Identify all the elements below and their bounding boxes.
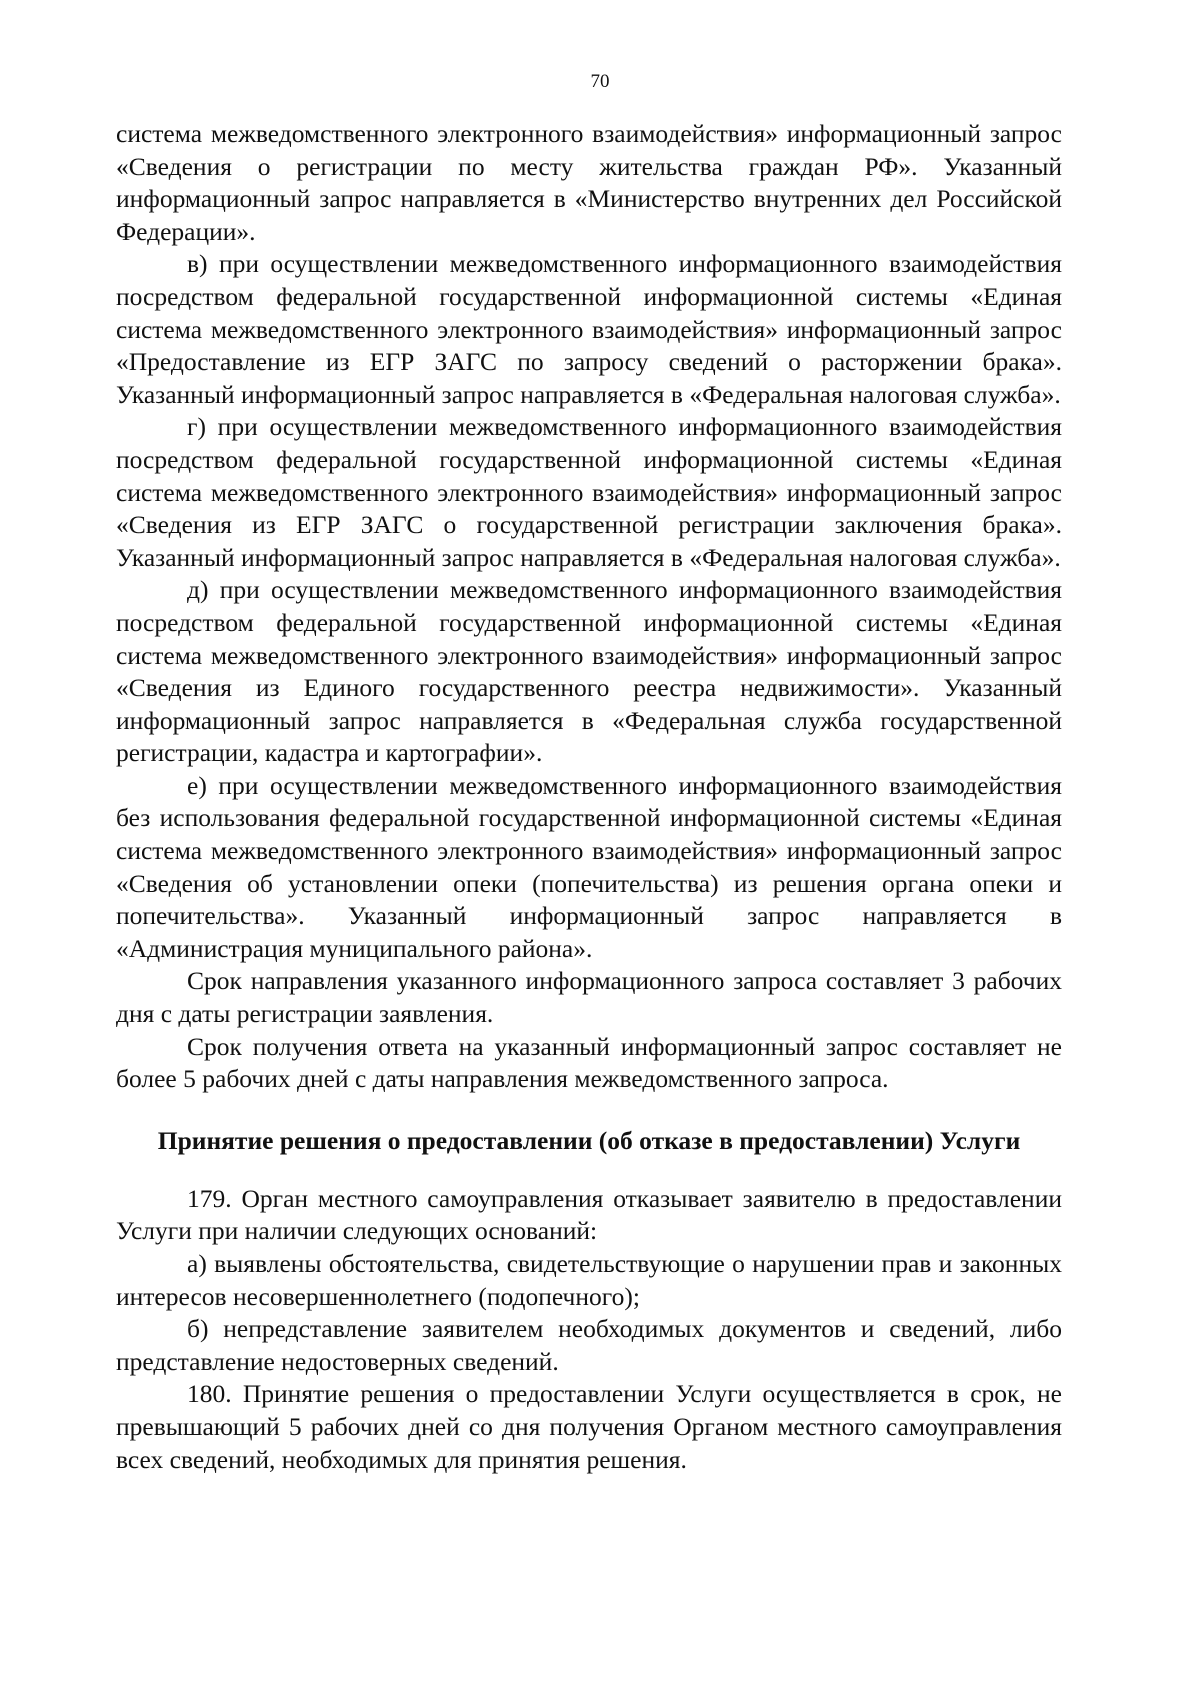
- paragraph-179-a: а) выявлены обстоятельства, свидетельствующие о нарушении прав и законных интересов несовершеннолетнего (подопечного);: [116, 1249, 1062, 1311]
- paragraph-request-deadline: Срок направления указанного информационного запроса составляет 3 рабочих дня с даты регистрации заявления.: [116, 966, 1062, 1029]
- paragraph-179-b: б) непредставление заявителем необходимых документов и сведений, либо представление недостоверных сведений.: [116, 1314, 1062, 1376]
- section-heading: Принятие решения о предоставлении (об отказе в предоставлении) Услуги: [157, 1125, 1021, 1155]
- paragraph-item-e: е) при осуществлении межведомственного информационного взаимодействия без использования федеральной государственной информационной системы «Единая система межведомственного электронного взаимодействия» информационный запрос «Сведения об установлении опеки (попечительства) из решения органа опеки и попечительства». Указанный информационный запрос направляется в «Администрация муниципального района».: [116, 770, 1062, 963]
- paragraph-response-deadline: Срок получения ответа на указанный информационный запрос составляет не более 5 рабочих дней с даты направления межведомственного запроса.: [116, 1031, 1062, 1094]
- paragraph-179: 179. Орган местного самоуправления отказывает заявителю в предоставлении Услуги при наличии следующих оснований:: [116, 1183, 1062, 1246]
- page-number: 70: [590, 71, 610, 92]
- paragraph-item-g: г) при осуществлении межведомственного информационного взаимодействия посредством федеральной государственной информационной системы «Единая система межведомственного электронного взаимодействия» информационный запрос «Сведения из ЕГР ЗАГС о государственной регистрации заключения брака». Указанный информационный запрос направляется в «Федеральная налоговая служба».: [116, 412, 1062, 572]
- document-body: [116, 118, 1062, 1476]
- paragraph-continuation: система межведомственного электронного взаимодействия» информационный запрос «Сведения о регистрации по месту жительства граждан РФ». Указанный информационный запрос направляется в «Министерство внутренних дел Российской Федерации».: [116, 119, 1062, 246]
- paragraph-item-v: в) при осуществлении межведомственного информационного взаимодействия посредством федеральной государственной информационной системы «Единая система межведомственного электронного взаимодействия» информационный запрос «Предоставление из ЕГР ЗАГС по запросу сведений о расторжении брака». Указанный информационный запрос направляется в «Федеральная налоговая служба».: [116, 249, 1062, 409]
- paragraph-item-d: д) при осуществлении межведомственного информационного взаимодействия посредством федеральной государственной информационной системы «Единая система межведомственного электронного взаимодействия» информационный запрос «Сведения из Единого государственного реестра недвижимости». Указанный информационный запрос направляется в «Федеральная служба государственной регистрации, кадастра и картографии».: [116, 575, 1062, 768]
- paragraph-180: 180. Принятие решения о предоставлении Услуги осуществляется в срок, не превышающий 5 рабочих дней со дня получения Органом местного самоуправления всех сведений, необходимых для принятия решения.: [116, 1379, 1062, 1474]
